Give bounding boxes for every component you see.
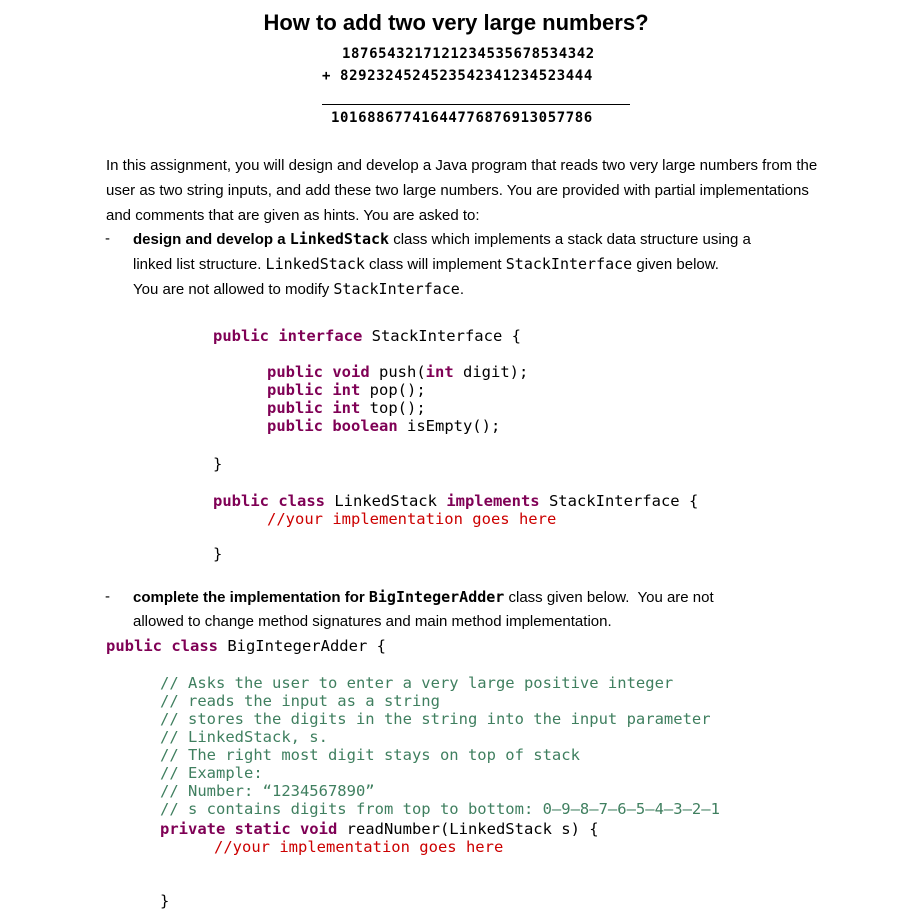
bullet-1-l2-b: LinkedStack (265, 255, 365, 273)
bullet-1-l3-b: StackInterface (333, 280, 460, 298)
kw-public-interface: public interface (213, 327, 363, 345)
kw-implements: implements (446, 492, 540, 510)
push-sig: push( (369, 363, 426, 381)
bullet-2-rest: class given below. You are not (504, 589, 714, 606)
bullet-2-bold-prefix: complete the implementation for (133, 589, 369, 606)
bullet-1-l2-c: class will implement (364, 256, 506, 273)
operand-1: 1876543217121234535678534342 (342, 46, 595, 62)
kw-public-class: public class (213, 492, 325, 510)
method-push (267, 363, 528, 381)
adder-declaration (106, 637, 386, 655)
adder-comment-line: // stores the digits in the string into the input parameter (160, 710, 711, 728)
kw-public-int: public int (267, 399, 361, 417)
top-sig: top(); (360, 399, 426, 417)
bullet-2-line-1 (133, 588, 714, 606)
bullet-1-l3-c: . (459, 281, 465, 298)
bullet-1-line-1 (133, 230, 751, 248)
readnumber-close-brace: } (160, 892, 170, 910)
bullet-dash-2: - (105, 588, 110, 605)
sum-rule (322, 104, 630, 105)
adder-comment-line: // Number: “1234567890” (160, 782, 375, 800)
kw-public-void: public void (267, 363, 370, 381)
method-top (267, 399, 426, 417)
kw-public-class: public class (106, 637, 218, 655)
kw-private-static-void: private static void (160, 820, 338, 838)
operand-2: + 8292324524523542341234523444 (322, 68, 593, 84)
bullet-1-l2-e: given below. (632, 256, 719, 273)
bullet-dash-1: - (105, 230, 110, 247)
isempty-sig: isEmpty(); (397, 417, 501, 435)
kw-public-int: public int (267, 381, 361, 399)
bullet-1-line-2 (133, 255, 719, 273)
interface-close-brace: } (213, 455, 223, 473)
readnumber-comment: //your implementation goes here (214, 838, 504, 856)
linkedstack-rest: StackInterface { (539, 492, 699, 510)
adder-comment-line: // s contains digits from top to bottom: 0–9–8–7–6–5–4–3–2–1 (160, 800, 720, 818)
adder-comment-line: // reads the input as a string (160, 692, 440, 710)
bullet-1-rest: class which implements a stack data structure using a (389, 231, 751, 248)
bullet-1-l2-a: linked list structure. (133, 256, 266, 273)
page-title: How to add two very large numbers? (263, 10, 649, 35)
method-isempty (267, 417, 500, 435)
linkedstack-declaration (213, 492, 698, 510)
readnumber-signature (160, 820, 599, 838)
bullet-1-bold-prefix: design and develop a (133, 231, 290, 248)
bullet-1-l2-d: StackInterface (505, 255, 633, 273)
linkedstack-name: LinkedStack (324, 492, 447, 510)
bullet-1-class-name: LinkedStack (289, 230, 390, 248)
kw-int: int (425, 363, 454, 381)
adder-comment-line: // Example: (160, 764, 263, 782)
adder-name: BigIntegerAdder { (217, 637, 386, 655)
adder-comment-line: // LinkedStack, s. (160, 728, 328, 746)
bullet-1-l3-a: You are not allowed to modify (133, 281, 334, 298)
push-param: digit); (453, 363, 529, 381)
bullet-1-line-3 (133, 280, 464, 298)
bullet-2-line-2: allowed to change method signatures and main method implementation. (133, 613, 612, 630)
adder-comment-line: // The right most digit stays on top of stack (160, 746, 580, 764)
adder-comment-line: // Asks the user to enter a very large positive integer (160, 674, 674, 692)
sum-result: 10168867741644776876913057786 (331, 110, 593, 126)
readnumber-rest: readNumber(LinkedStack s) { (337, 820, 599, 838)
bullet-2-class-name: BigIntegerAdder (368, 588, 505, 606)
linkedstack-comment: //your implementation goes here (267, 510, 557, 528)
kw-public-boolean: public boolean (267, 417, 398, 435)
interface-declaration (213, 327, 521, 345)
pop-sig: pop(); (360, 381, 426, 399)
interface-name: StackInterface { (362, 327, 521, 345)
method-pop (267, 381, 426, 399)
linkedstack-close-brace: } (213, 545, 223, 563)
intro-paragraph: In this assignment, you will design and develop a Java program that reads two very large numbers from the user as two string inputs, and add these two large numbers. You are provided with partial implementations and comments that are given as hints. You are asked to: (106, 157, 818, 224)
